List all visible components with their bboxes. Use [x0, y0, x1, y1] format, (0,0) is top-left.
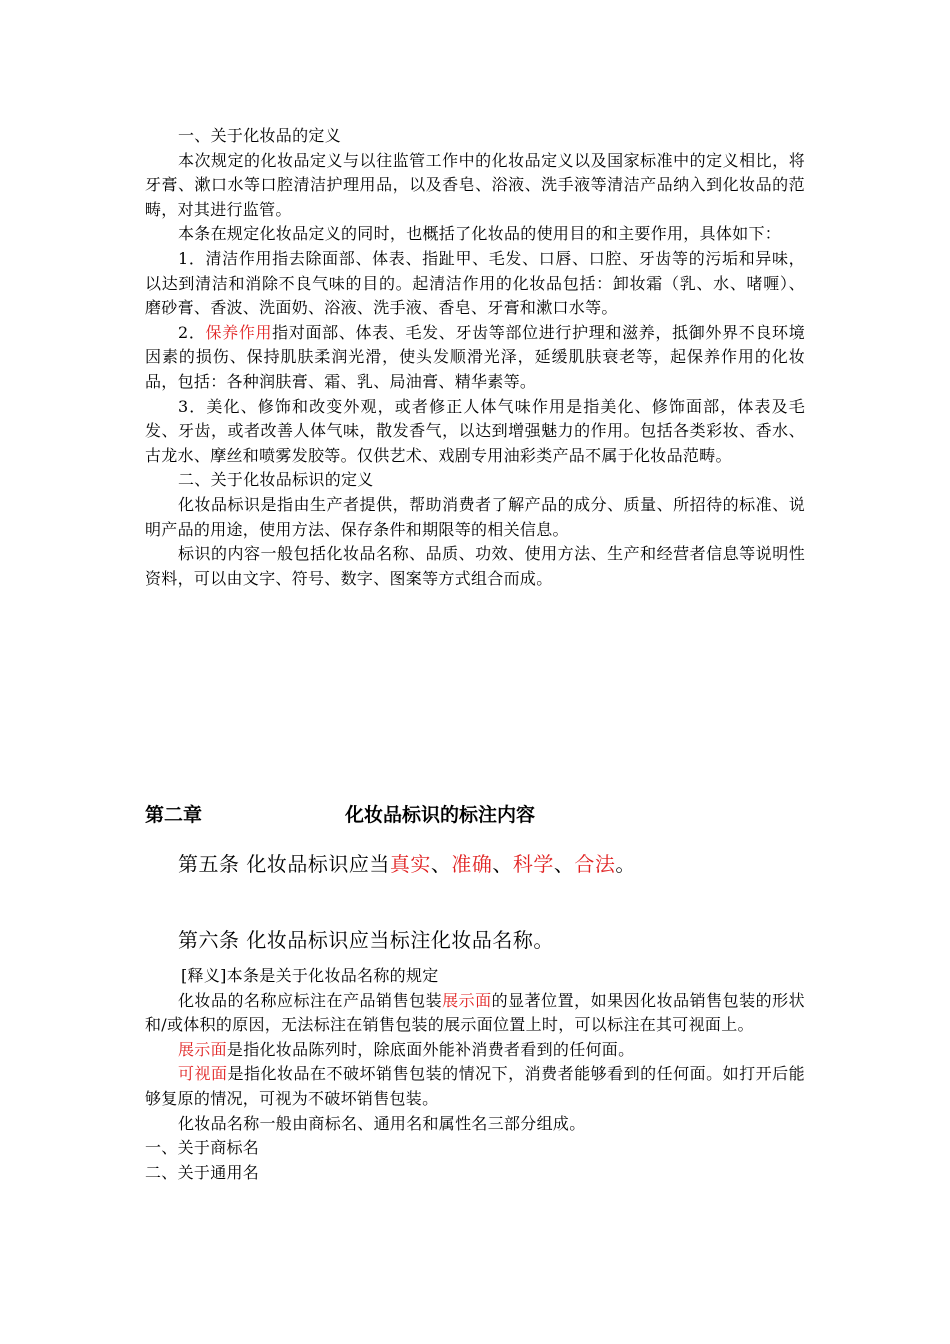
section-1-paragraph-2: 本条在规定化妆品定义的同时，也概括了化妆品的使用目的和主要作用，具体如下：: [178, 224, 782, 244]
section-1-heading: 一、关于化妆品的定义: [178, 126, 342, 145]
beautify-function-item: 3．美化、修饰和改变外观，或者修正人体气味作用是指美化、修饰面部，体表及毛发、牙齿，或者改善人体气味，散发香气，以达到增强魅力的作用。包括各类彩妆、香水、古龙水、摩丝和喷雾发胶等。仅供艺术、戏剧专用油彩类产品不属于化妆品范畴。: [145, 396, 805, 465]
generic-name-subheading: 二、关于通用名: [145, 1162, 260, 1182]
trademark-name-subheading: 一、关于商标名: [145, 1138, 260, 1158]
chapter-number: 第二章: [145, 804, 203, 826]
care-item-number: 2．: [178, 322, 206, 342]
article-6-paragraph-2: [145, 1038, 805, 1063]
article-5-word-scientific: 科学: [512, 852, 554, 876]
display-face-highlight: 展示面: [442, 990, 492, 1010]
article-5-end: 。: [615, 852, 636, 876]
article-5-word-accurate: 准确: [451, 852, 493, 876]
display-face-definition: 是指化妆品陈列时，除底面外能补消费者看到的任何面。: [226, 1039, 635, 1059]
article-6-paragraph-1: [145, 989, 805, 1038]
section-1-paragraph-1: 本次规定的化妆品定义与以往监管工作中的化妆品定义以及国家标准中的定义相比，将牙膏、漱口水等口腔清洁护理用品，以及香皂、浴液、洗手液等清洁产品纳入到化妆品的范畴，对其进行监管。: [145, 150, 805, 219]
name-placement-text: 化妆品的名称应标注在产品销售包装: [178, 990, 443, 1010]
article-5: [145, 849, 805, 879]
article-6-explanation-heading: [释义]本条是关于化妆品名称的规定: [181, 966, 439, 985]
section-1-block: [145, 124, 805, 591]
visible-face-term: 可视面: [178, 1064, 228, 1084]
care-item-text: 指对面部、体表、毛发、牙齿等部位进行护理和滋养，抵御外界不良环境因素的损伤、保持肌肤柔润光滑，使头发顺滑光泽，延缓肌肤衰老等，起保养作用的化妆品，包括：各种润肤膏、霜、乳、局油膏、精华素等。: [145, 322, 806, 391]
article-6-paragraph-4: 化妆品名称一般由商标名、通用名和属性名三部分组成。: [178, 1113, 586, 1133]
display-face-term: 展示面: [178, 1039, 227, 1059]
article-5-separator: 、: [492, 852, 513, 876]
article-5-prefix: 第五条 化妆品标识应当: [178, 852, 390, 876]
cleaning-function-item: 1．清洁作用指去除面部、体表、指趾甲、毛发、口唇、口腔、牙齿等的污垢和异味，以达到清洁和消除不良气味的目的。起清洁作用的化妆品包括：卸妆霜（乳、水、啫喱）、磨砂膏、香波、洗面奶、浴液、洗手液、香皂、牙膏和漱口水等。: [145, 248, 805, 318]
section-2-paragraph-2: 标识的内容一般包括化妆品名称、品质、功效、使用方法、生产和经营者信息等说明性资料，可以由文字、符号、数字、图案等方式组合而成。: [145, 544, 805, 588]
visible-face-definition: 是指化妆品在不破坏销售包装的情况下，消费者能够看到的任何面。如打开后能够复原的情况，可视为不破坏销售包装。: [145, 1064, 805, 1108]
article-5-separator: 、: [430, 852, 452, 876]
section-2-paragraph-1: 化妆品标识是指由生产者提供，帮助消费者了解产品的成分、质量、所招待的标准、说明产品的用途，使用方法、保存条件和期限等的相关信息。: [145, 494, 805, 539]
name-placement-text-2: 的显著位置，如果因化妆品销售包装的形状和/或体积的原因，无法标注在销售包装的展示面位置上时，可以标注在其可视面上。: [145, 990, 805, 1035]
article-5-word-true: 真实: [389, 852, 431, 876]
article-5-separator: 、: [553, 852, 575, 876]
article-6-explanation-block: [145, 964, 805, 1185]
section-2-heading: 二、关于化妆品标识的定义: [178, 470, 374, 490]
care-function-item: [145, 321, 805, 395]
care-function-highlight: 保养作用: [205, 322, 273, 342]
article-6-paragraph-3: [145, 1062, 805, 1111]
chapter-title: 化妆品标识的标注内容: [345, 804, 536, 826]
article-5-word-legal: 合法: [574, 852, 616, 876]
article-6: 第六条 化妆品标识应当标注化妆品名称。: [178, 928, 554, 952]
